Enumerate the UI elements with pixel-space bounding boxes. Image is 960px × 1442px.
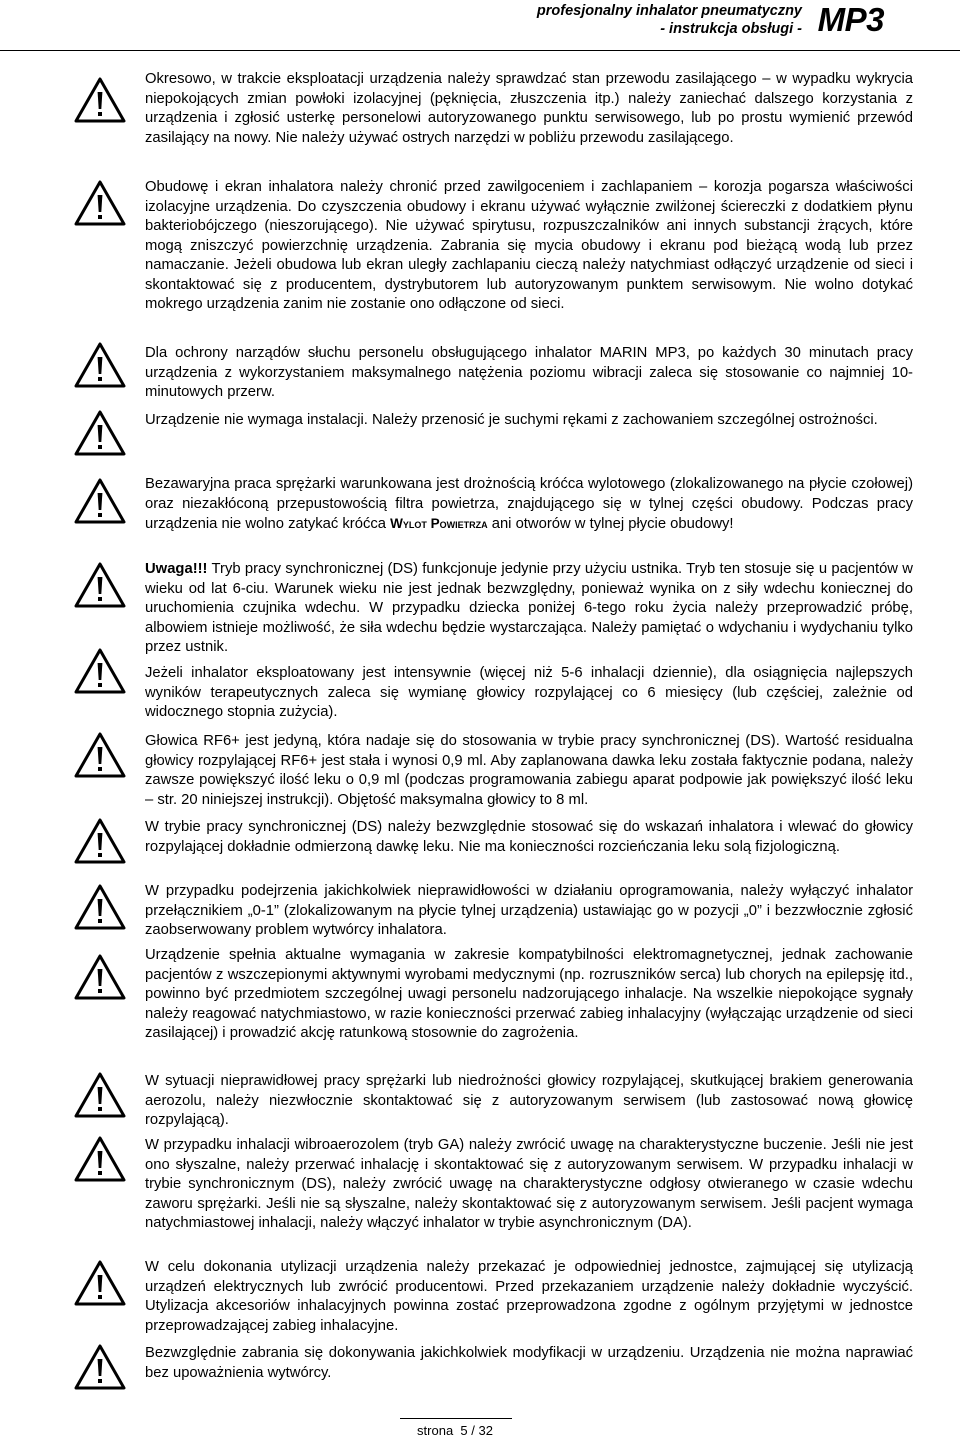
page-number: strona 5 / 32 xyxy=(417,1423,493,1438)
page-header xyxy=(0,0,960,51)
paragraph-text: ani otworów w tylnej płycie obudowy! xyxy=(487,516,734,532)
warning-triangle-icon xyxy=(74,180,126,226)
header-subtitle-2: - instrukcja obsługi - xyxy=(660,21,802,37)
warning-triangle-icon xyxy=(74,732,126,778)
warning-lead: Uwaga!!! xyxy=(145,561,208,577)
warning-triangle-icon xyxy=(74,1072,126,1118)
paragraph: Obudowę i ekran inhalatora należy chronić przed zawilgoceniem i zachlapaniem – korozja pogarsza właściwości izolacyjne urządzenia. Do czyszczenia obudowy i ekranu używać wyłącznie zwilżonej ściereczki z dodatkiem płynu bakteriobójczego (nieszorującego). Nie używać spirytusu, rozpuszczalników ani innych substancji żrących, które mogą zniszczyć powierzchnię urządzenia. Zabrania się mycia obudowy i ekranu pod bieżącą wodą lub przez namaczanie. Jeżeli obudowa lub ekran uległy zachlapaniu cieczą należy natychmiast odłączyć urządzenie od sieci i skontaktować się z producentem, dystrybutorem lub autoryzowanym punktem serwisowym. Nie wolno dotykać mokrego urządzenia zanim nie zostanie ono odłączone od sieci. xyxy=(145,179,913,312)
paragraph: Dla ochrony narządów słuchu personelu obsługującego inhalator MARIN MP3, po każdych 30 minutach pracy urządzenia z wykorzystaniem maksymalnego natężenia poziomu wibracji zaleca się stosowanie co najmniej 10-minutowych przerw. xyxy=(145,345,913,400)
paragraph: W trybie pracy synchronicznej (DS) należy bezwzględnie stosować się do wskazań inhalatora i wlewać do głowicy rozpylającej dokładnie odmierzoną dawkę leku. Nie ma konieczności rozcieńczania leku solą fizjologiczną. xyxy=(145,819,913,855)
warning-triangle-icon xyxy=(74,410,126,456)
paragraph: Urządzenie spełnia aktualne wymagania w zakresie kompatybilności elektromagnetycznej, jednak zachowanie pacjentów z wszczepionymi aktywnymi wyrobami medycznymi (np. rozruszników serca) lub chorych na epilepsję itd., powinno być przedmiotem szczególnej uwagi personelu nadzorującego inhalacje. Na wszelkie niepokojące sygnały należy reagować natychmiastowo, w razie konieczności przerwać zabieg inhalacyjny (wyłączając urządzenie od sieci zasilającej) i prowadzić akcję ratunkową stosownie do zagrożenia. xyxy=(145,947,913,1041)
paragraph: W sytuacji nieprawidłowej pracy sprężarki lub niedrożności głowicy rozpylającej, skutkującej brakiem generowania aerozolu, należy niezwłocznie skontaktować się z autoryzowanym serwisem (lub zastosować nową głowicę rozpylającą). xyxy=(145,1073,913,1128)
header-model: MP3 xyxy=(817,1,884,38)
warning-triangle-icon xyxy=(74,1260,126,1306)
warning-triangle-icon xyxy=(74,342,126,388)
footer-divider xyxy=(400,1418,512,1419)
warning-triangle-icon xyxy=(74,1136,126,1182)
warning-triangle-icon xyxy=(74,884,126,930)
warning-triangle-icon xyxy=(74,1344,126,1390)
warning-triangle-icon xyxy=(74,77,126,123)
warning-triangle-icon xyxy=(74,954,126,1000)
paragraph: W celu dokonania utylizacji urządzenia należy przekazać je odpowiedniej jednostce, zajmującej się utylizacją urządzeń elektrycznych lub zwrócić producentowi. Przed przekazaniem urządzenie należy dokładnie wyczyścić. Utylizacja akcesoriów inhalacyjnych powinna zostać przeprowadzona zgodne z ogólnym przyjętymi w jednostce przeprowadzającej zabieg inhalacyjne. xyxy=(145,1259,913,1334)
outlet-label: Wylot Powietrza xyxy=(390,516,488,531)
paragraph xyxy=(145,560,913,658)
paragraph: Jeżeli inhalator eksploatowany jest intensywnie (więcej niż 5-6 inhalacji dziennie), dla osiągnięcia najlepszych wyników terapeutycznych zaleca się wymianę głowicy rozpylającej co 6 miesięcy (lub częściej, zależnie od widocznego stopnia zużycia). xyxy=(145,665,913,720)
warning-triangle-icon xyxy=(74,648,126,694)
warning-triangle-icon xyxy=(74,562,126,608)
page-footer xyxy=(0,1418,960,1442)
paragraph: W przypadku podejrzenia jakichkolwiek nieprawidłowości w działaniu oprogramowania, należy wyłączyć inhalator przełącznikiem „0-1” (zlokalizowanym na płycie tylnej urządzenia) ustawiając go w pozycji „0” i bezzwłocznie zgłosić zaobserwowany problem wytwórcy inhalatora. xyxy=(145,883,913,938)
paragraph: Głowica RF6+ jest jedyną, która nadaje się do stosowania w trybie pracy synchronicznej (DS). Wartość residualna głowicy rozpylającej RF6+ jest stała i wynosi 0,9 ml. Aby zaplanowana dawka leku została faktycznie podana, należy zawsze powiększyć ilość leku o 0,9 ml (podczas programowania zabiegu aparat podpowie jak powiększyć ilość leku – str. 20 niniejszej instrukcji). Objętość maksymalna głowicy to 8 ml. xyxy=(145,733,913,808)
paragraph xyxy=(145,475,913,535)
paragraph: Okresowo, w trakcie eksploatacji urządzenia należy sprawdzać stan przewodu zasilającego – w wypadku wykrycia niepokojących zmian powłoki izolacyjnej (pęknięcia, złuszczenia itp.) należy zaniechać dalszego korzystania z urządzenia i zgłosić usterkę personelowi autoryzowanego punktu serwisowego, lub po prostu wymienić przewód zasilający na nowy. Nie należy używać ostrych narzędzi w pobliżu przewodu zasilającego. xyxy=(145,71,913,146)
paragraph: Bezwzględnie zabrania się dokonywania jakichkolwiek modyfikacji w urządzeniu. Urządzenia nie można naprawiać bez upoważnienia wytwórcy. xyxy=(145,1345,913,1381)
paragraph: Urządzenie nie wymaga instalacji. Należy przenosić je suchymi rękami z zachowaniem szczególnej ostrożności. xyxy=(145,412,878,428)
paragraph-text: Tryb pracy synchronicznej (DS) funkcjonuje jedynie przy użyciu ustnika. Tryb ten stosuje się u pacjentów w wieku od lat 6-ciu. Warunek wieku nie jest jednak bezwzględny, ponieważ wynika on z siły wdechu koniecznej do uruchomienia czujnika wdechu. W przypadku dziecka poniżej 6-tego roku życia należy przeprowadzić próbę, albowiem istnieje możliwość, że siła wdechu będzie wystarczająca. Należy pamiętać o wdychaniu i wydychaniu tylko przez ustnik. xyxy=(145,561,913,655)
warning-triangle-icon xyxy=(74,478,126,524)
paragraph-text: Bezawaryjna praca sprężarki warunkowana jest drożnością króćca wylotowego (zlokalizowanego na płycie czołowej) oraz niezakłóconą przepustowością filtra powietrza, znajdującego się w tylnej części obudowy. Podczas pracy urządzenia nie wolno zatykać króćca xyxy=(145,476,913,532)
paragraph: W przypadku inhalacji wibroaerozolem (tryb GA) należy zwrócić uwagę na charakterystyczne buczenie. Jeśli nie jest ono słyszalne, należy przerwać inhalację i skontaktować się z autoryzowanym serwisem. W przypadku inhalacji w trybie synchronicznym (DS), należy zwrócić uwagę na charakterystyczne odgłosy otwieranego w czasie wdechu zaworu sprężarki. Jeśli nie są słyszalne, należy skontaktować się z autoryzowanym serwisem. Jeśli pacjent wymaga natychmiastowej inhalacji, należy włączyć inhalator w trybie asynchronicznym (DA). xyxy=(145,1137,913,1231)
header-subtitle: profesjonalny inhalator pneumatyczny xyxy=(536,3,802,19)
warning-triangle-icon xyxy=(74,818,126,864)
